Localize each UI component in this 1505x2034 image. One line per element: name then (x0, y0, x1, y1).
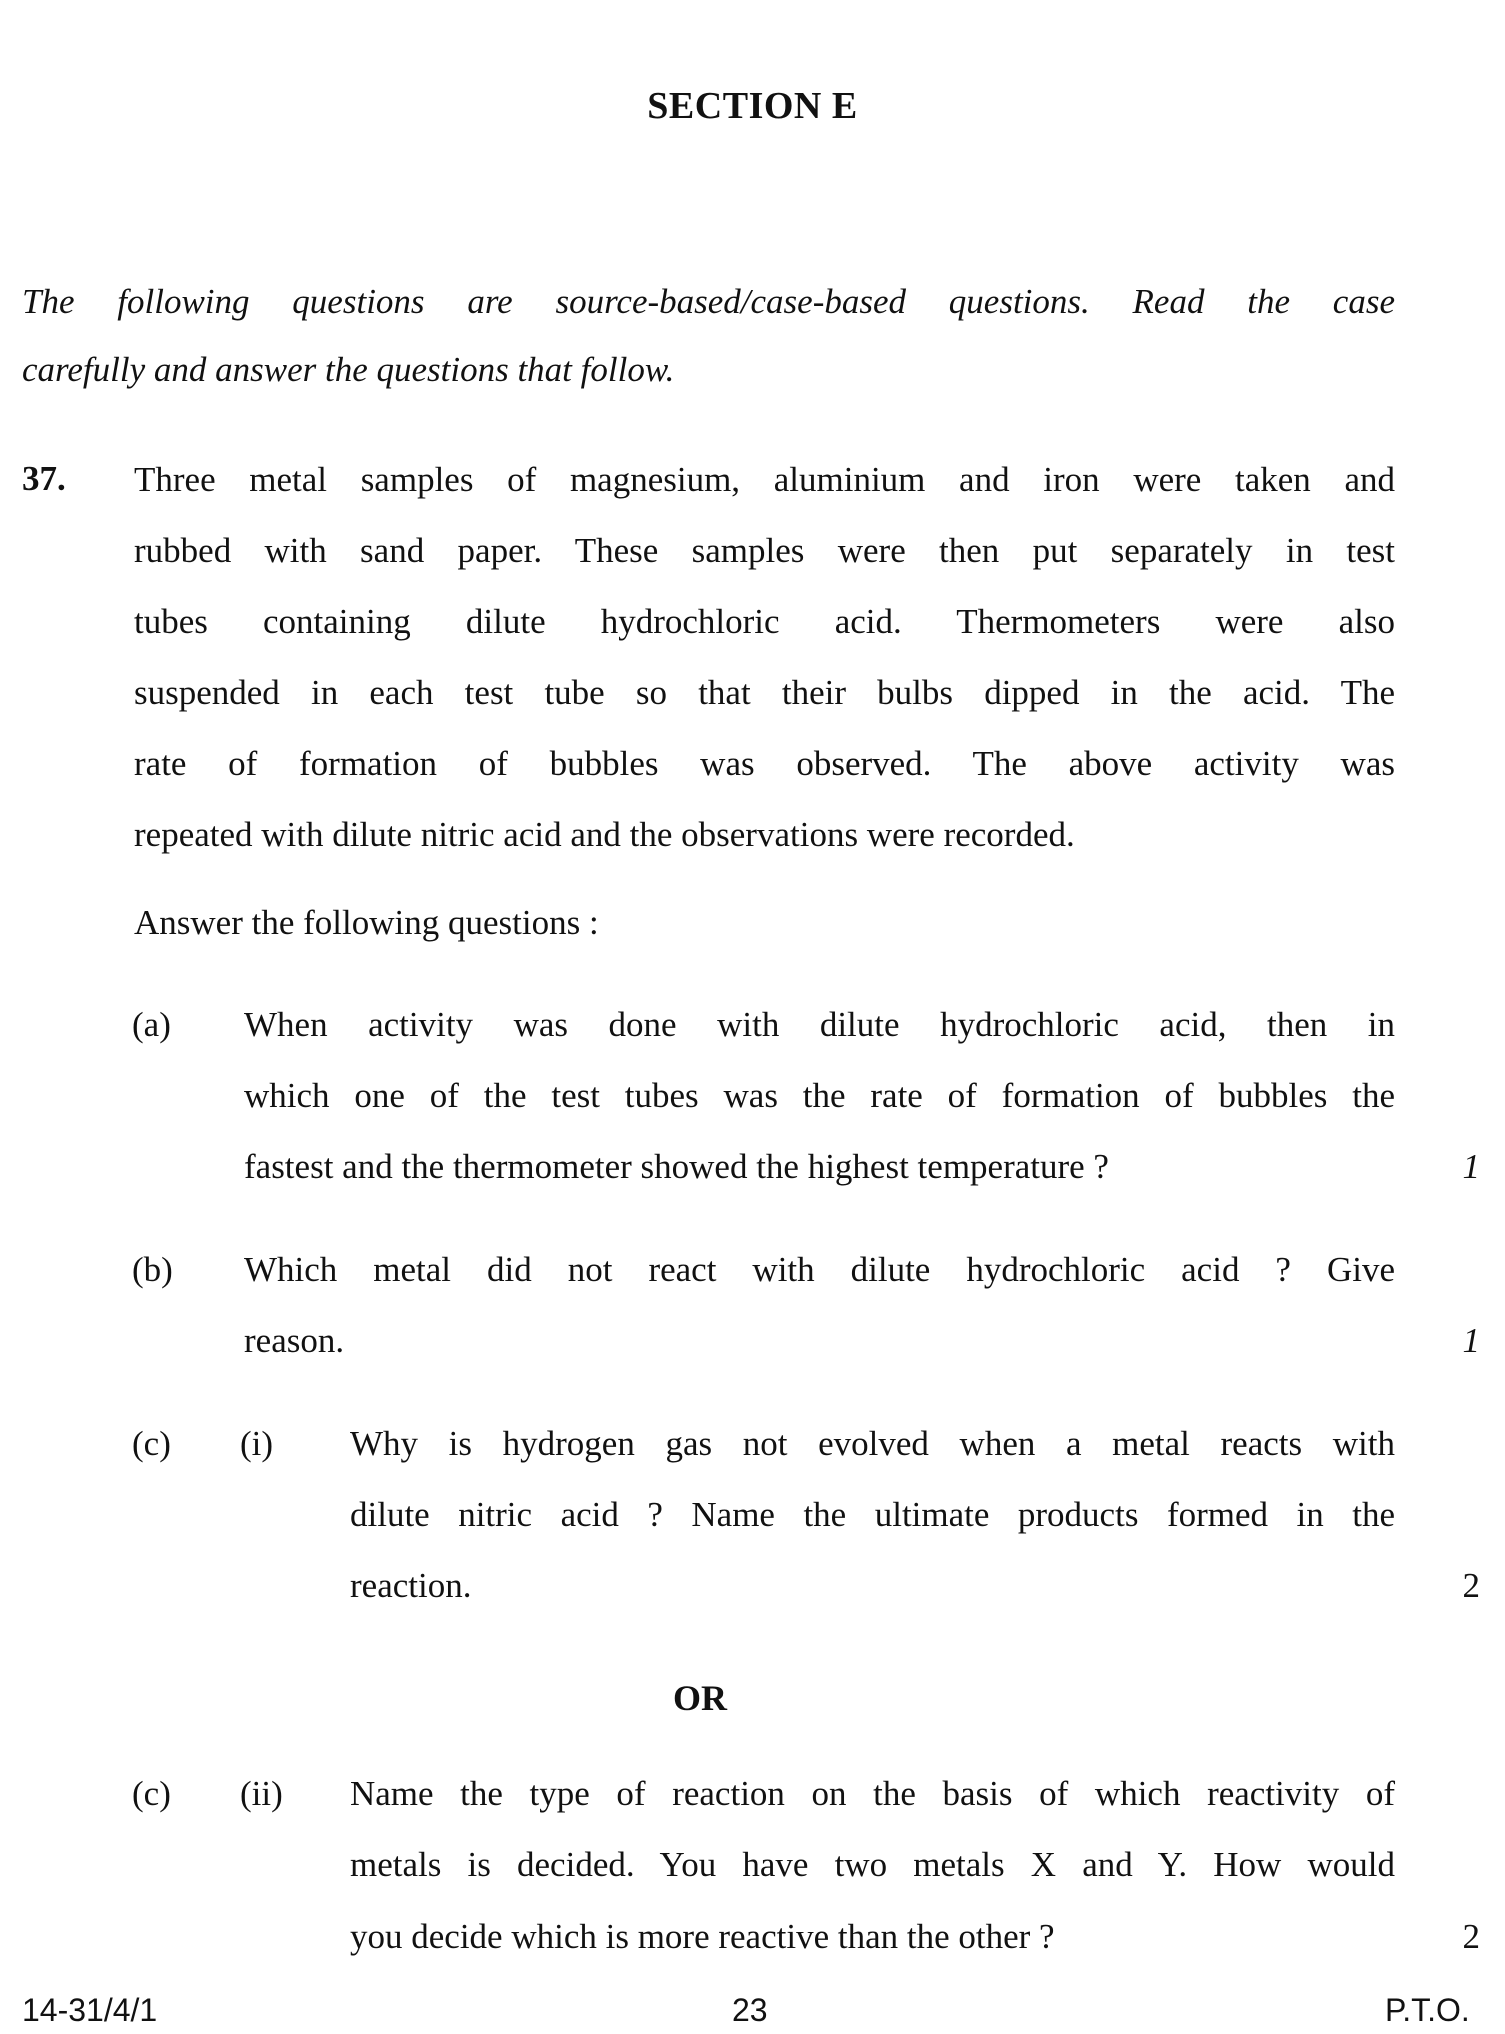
part-c-i-line: reaction. (350, 1566, 472, 1605)
body-line: suspended in each test tube so that their bulbs dipped in the acid. The (134, 673, 1395, 712)
paper-code: 14-31/4/1 (22, 1992, 158, 2028)
part-a-line: which one of the test tubes was the rate of formation of bubbles the (244, 1076, 1395, 1115)
part-b-marks: 1 (1462, 1321, 1480, 1360)
part-c-i-label: (i) (240, 1424, 274, 1463)
part-c-i-line: dilute nitric acid ? Name the ultimate products formed in the (350, 1495, 1395, 1534)
part-b-line: reason. (244, 1321, 345, 1360)
part-c-label: (c) (132, 1774, 171, 1813)
part-a-line: fastest and the thermometer showed the highest temperature ? (244, 1147, 1109, 1186)
intro-line-1: The following questions are source-based/case-based questions. Read the case (22, 282, 1395, 321)
part-c-ii-marks: 2 (1462, 1917, 1480, 1956)
part-c-ii-line: Name the type of reaction on the basis of which reactivity of (350, 1774, 1395, 1813)
part-b-line: Which metal did not react with dilute hydrochloric acid ? Give (244, 1250, 1395, 1289)
part-c-i-marks: 2 (1462, 1566, 1480, 1605)
question-number: 37. (22, 459, 66, 498)
part-c-ii-line: you decide which is more reactive than the other ? (350, 1917, 1055, 1956)
part-b-label: (b) (132, 1250, 173, 1289)
part-c-label: (c) (132, 1424, 171, 1463)
part-c-ii-label: (ii) (240, 1774, 283, 1813)
part-c-ii-line: metals is decided. You have two metals X and Y. How would (350, 1845, 1395, 1884)
pto-label: P.T.O. (1385, 1992, 1470, 2028)
part-a-line: When activity was done with dilute hydrochloric acid, then in (244, 1005, 1395, 1044)
part-a-label: (a) (132, 1005, 171, 1044)
body-line: rate of formation of bubbles was observed. The above activity was (134, 744, 1395, 783)
body-line: Three metal samples of magnesium, aluminium and iron were taken and (134, 460, 1395, 499)
intro-line-2: carefully and answer the questions that follow. (22, 350, 675, 389)
body-line: rubbed with sand paper. These samples were then put separately in test (134, 531, 1395, 570)
part-a-marks: 1 (1462, 1147, 1480, 1186)
or-separator: OR (673, 1678, 727, 1718)
part-c-i-line: Why is hydrogen gas not evolved when a metal reacts with (350, 1424, 1395, 1463)
page-number: 23 (732, 1992, 768, 2028)
answer-prompt: Answer the following questions : (134, 903, 599, 942)
section-title: SECTION E (647, 85, 858, 127)
body-line: repeated with dilute nitric acid and the observations were recorded. (134, 815, 1075, 854)
body-line: tubes containing dilute hydrochloric acid. Thermometers were also (134, 602, 1395, 641)
